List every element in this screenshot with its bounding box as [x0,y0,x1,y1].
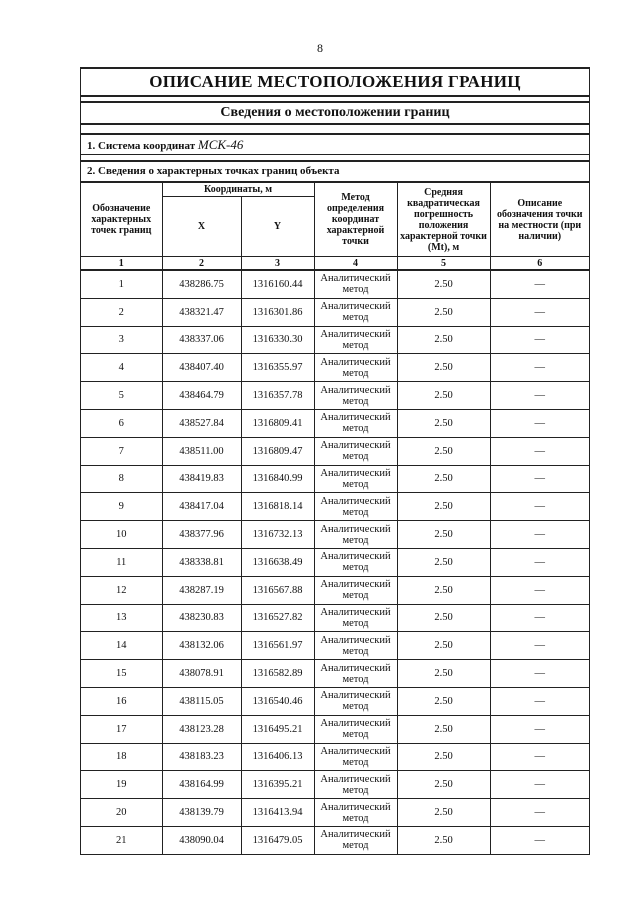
method-cell: Аналитический метод [314,715,397,743]
coord-x: 438090.04 [162,826,241,854]
method-cell: Аналитический метод [314,521,397,549]
document-frame [80,67,590,855]
point-number: 8 [81,465,162,493]
column-number: 4 [314,257,397,271]
description-cell: — [490,382,589,410]
method-cell: Аналитический метод [314,270,397,298]
point-number: 3 [81,326,162,354]
description-cell: — [490,799,589,827]
error-cell: 2.50 [397,632,490,660]
method-cell: Аналитический метод [314,409,397,437]
header-description: Описание обозначения точки на местности (при наличии) [490,183,589,257]
point-number: 7 [81,437,162,465]
coord-x: 438230.83 [162,604,241,632]
table-row [81,604,589,632]
description-cell: — [490,743,589,771]
point-number: 14 [81,632,162,660]
coord-x: 438337.06 [162,326,241,354]
error-cell: 2.50 [397,660,490,688]
point-number: 6 [81,409,162,437]
description-cell: — [490,771,589,799]
table-row [81,799,589,827]
method-cell: Аналитический метод [314,743,397,771]
method-cell: Аналитический метод [314,632,397,660]
point-number: 19 [81,771,162,799]
description-cell: — [490,576,589,604]
method-cell: Аналитический метод [314,660,397,688]
coord-x: 438464.79 [162,382,241,410]
description-cell: — [490,409,589,437]
description-cell: — [490,632,589,660]
description-cell: — [490,437,589,465]
point-number: 16 [81,687,162,715]
description-cell: — [490,493,589,521]
page-number: 8 [317,41,323,55]
point-number: 13 [81,604,162,632]
coord-y: 1316540.46 [241,687,314,715]
error-cell: 2.50 [397,354,490,382]
method-cell: Аналитический метод [314,326,397,354]
description-cell: — [490,521,589,549]
error-cell: 2.50 [397,298,490,326]
coord-y: 1316330.30 [241,326,314,354]
coord-y: 1316567.88 [241,576,314,604]
point-number: 9 [81,493,162,521]
table-row [81,437,589,465]
table-row [81,743,589,771]
point-number: 17 [81,715,162,743]
description-cell: — [490,298,589,326]
point-number: 5 [81,382,162,410]
method-cell: Аналитический метод [314,604,397,632]
method-cell: Аналитический метод [314,548,397,576]
coord-x: 438407.40 [162,354,241,382]
description-cell: — [490,826,589,854]
coord-y: 1316357.78 [241,382,314,410]
method-cell: Аналитический метод [314,826,397,854]
error-cell: 2.50 [397,715,490,743]
coord-y: 1316818.14 [241,493,314,521]
coord-x: 438417.04 [162,493,241,521]
point-number: 4 [81,354,162,382]
column-number-row [81,257,589,271]
coord-y: 1316355.97 [241,354,314,382]
error-cell: 2.50 [397,437,490,465]
column-number: 6 [490,257,589,271]
error-cell: 2.50 [397,604,490,632]
error-cell: 2.50 [397,409,490,437]
table-row [81,715,589,743]
table-row [81,521,589,549]
coord-y: 1316406.13 [241,743,314,771]
header-x: X [162,197,241,257]
table-row [81,298,589,326]
point-number: 21 [81,826,162,854]
coord-y: 1316301.86 [241,298,314,326]
coord-x: 438286.75 [162,270,241,298]
point-number: 11 [81,548,162,576]
error-cell: 2.50 [397,382,490,410]
coordinate-system-section [81,133,589,155]
coord-y: 1316561.97 [241,632,314,660]
description-cell: — [490,660,589,688]
error-cell: 2.50 [397,326,490,354]
error-cell: 2.50 [397,576,490,604]
method-cell: Аналитический метод [314,799,397,827]
coord-y: 1316732.13 [241,521,314,549]
error-cell: 2.50 [397,493,490,521]
point-number: 18 [81,743,162,771]
method-cell: Аналитический метод [314,576,397,604]
column-number: 5 [397,257,490,271]
description-cell: — [490,465,589,493]
coord-x: 438123.28 [162,715,241,743]
error-cell: 2.50 [397,826,490,854]
coord-x: 438132.06 [162,632,241,660]
coord-x: 438419.83 [162,465,241,493]
table-row [81,687,589,715]
coord-y: 1316840.99 [241,465,314,493]
table-row [81,660,589,688]
header-point: Обозначение характерных точек границ [81,183,162,257]
point-number: 20 [81,799,162,827]
table-row [81,354,589,382]
table-row [81,493,589,521]
description-cell: — [490,548,589,576]
error-cell: 2.50 [397,465,490,493]
coord-x: 438287.19 [162,576,241,604]
coord-x: 438527.84 [162,409,241,437]
table-row [81,270,589,298]
coord-y: 1316395.21 [241,771,314,799]
point-number: 1 [81,270,162,298]
coord-y: 1316809.47 [241,437,314,465]
error-cell: 2.50 [397,687,490,715]
method-cell: Аналитический метод [314,687,397,715]
description-cell: — [490,604,589,632]
coord-y: 1316160.44 [241,270,314,298]
table-row [81,771,589,799]
method-cell: Аналитический метод [314,437,397,465]
error-cell: 2.50 [397,521,490,549]
coord-y: 1316582.89 [241,660,314,688]
error-cell: 2.50 [397,548,490,576]
table-row [81,382,589,410]
method-cell: Аналитический метод [314,493,397,521]
description-cell: — [490,270,589,298]
error-cell: 2.50 [397,743,490,771]
point-number: 15 [81,660,162,688]
coord-x: 438338.81 [162,548,241,576]
coord-y: 1316638.49 [241,548,314,576]
table-row [81,465,589,493]
table-row [81,326,589,354]
header-method: Метод определения координат характерной точки [314,183,397,257]
points-section-title: 2. Сведения о характерных точках границ объекта [81,160,589,182]
point-number: 10 [81,521,162,549]
point-number: 2 [81,298,162,326]
error-cell: 2.50 [397,799,490,827]
table-row [81,548,589,576]
method-cell: Аналитический метод [314,354,397,382]
table-row [81,576,589,604]
boundary-points-table [81,182,589,855]
coord-y: 1316527.82 [241,604,314,632]
coord-y: 1316495.21 [241,715,314,743]
header-coords: Координаты, м [162,183,314,197]
description-cell: — [490,326,589,354]
coord-y: 1316809.41 [241,409,314,437]
header-error: Средняя квадратическая погрешность положения характерной точки (Mt), м [397,183,490,257]
coord-y: 1316479.05 [241,826,314,854]
coordinate-system-value: МСК-46 [197,137,244,152]
column-number: 2 [162,257,241,271]
table-row [81,826,589,854]
method-cell: Аналитический метод [314,382,397,410]
coord-x: 438321.47 [162,298,241,326]
description-cell: — [490,687,589,715]
page-title: ОПИСАНИЕ МЕСТОПОЛОЖЕНИЯ ГРАНИЦ [81,67,589,97]
description-cell: — [490,715,589,743]
coord-x: 438511.00 [162,437,241,465]
page-subtitle: Сведения о местоположении границ [81,101,589,125]
coord-x: 438115.05 [162,687,241,715]
table-row [81,632,589,660]
header-y: Y [241,197,314,257]
column-number: 3 [241,257,314,271]
coord-x: 438078.91 [162,660,241,688]
coordinate-system-label: 1. Система координат [87,140,196,152]
coord-x: 438139.79 [162,799,241,827]
point-number: 12 [81,576,162,604]
error-cell: 2.50 [397,771,490,799]
column-number: 1 [81,257,162,271]
method-cell: Аналитический метод [314,771,397,799]
table-row [81,409,589,437]
coord-x: 438183.23 [162,743,241,771]
method-cell: Аналитический метод [314,465,397,493]
coord-y: 1316413.94 [241,799,314,827]
description-cell: — [490,354,589,382]
coord-x: 438164.99 [162,771,241,799]
coord-x: 438377.96 [162,521,241,549]
method-cell: Аналитический метод [314,298,397,326]
error-cell: 2.50 [397,270,490,298]
